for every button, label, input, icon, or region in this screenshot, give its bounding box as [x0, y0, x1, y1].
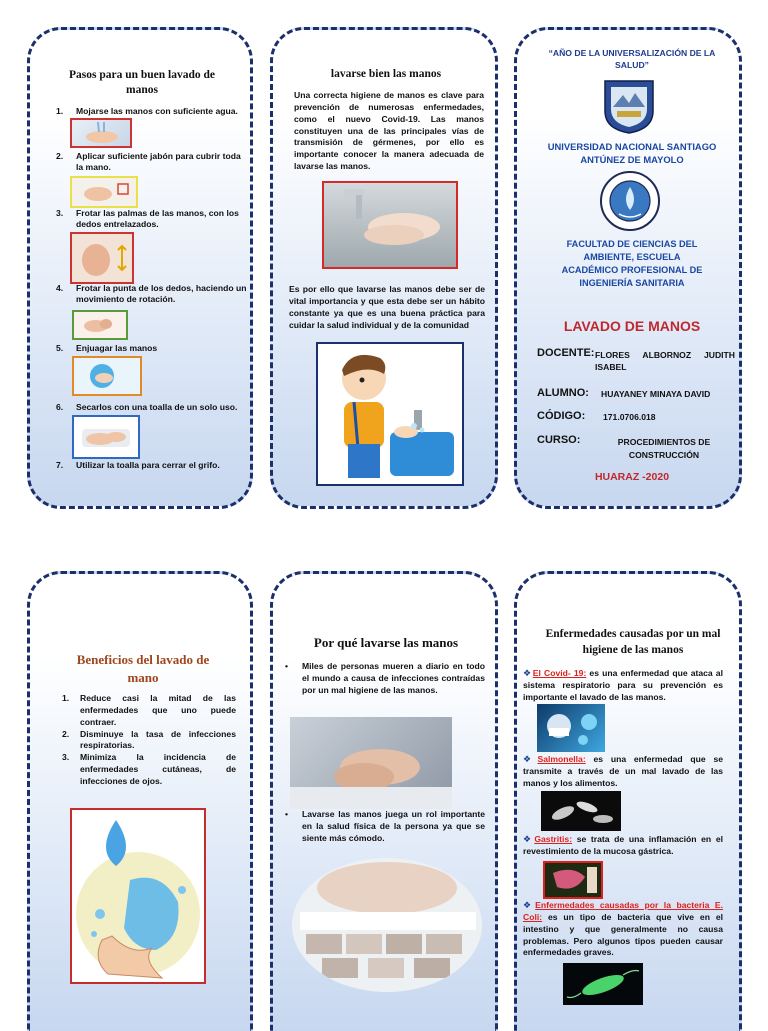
- step-1: 1. Mojarse las manos con suficiente agua.: [56, 106, 238, 116]
- step-7: 7. Utilizar la toalla para cerrar el grifo.: [56, 460, 220, 470]
- benefit-item: 1. Reduce casi la mitad de las enfermedades que uno puede contraer.: [62, 693, 236, 727]
- step-3: 3. Frotar las palmas de las manos, con los dedos entrelazados.: [56, 208, 239, 230]
- boy-washing-illustration: [316, 342, 464, 486]
- faculty-name: FACULTAD DE CIENCIAS DEL AMBIENTE, ESCUELA ACADÉMICO PROFESIONAL DE INGENIERÍA SANITARIA: [561, 239, 703, 288]
- reason-bullet-2: • Lavarse las manos juega un rol importante en la salud física de la persona ya que se siente más cómodo.: [285, 809, 485, 843]
- panel-lavarse-bien: [270, 27, 498, 509]
- panel-portada: “AÑO DE LA UNIVERSALIZACIÓN DE LA SALUD” UNIVERSIDAD NACIONAL SANTIAGO ANTÚNEZ DE MAYOLO FACULTAD DE CIENCIAS DEL AMBIENTE, ESCUELA ACADÉMICO PROFESIONAL DE INGENIERÍA SANITARIA LAVADO DE MANOS DOCENTE: FLORES ALBORNOZ JUDITH ISABEL ALUMNO: HUAYANEY MINAYA DAVID CÓDIGO: 171.0706.018 CURSO: PROCEDIMIENTOS DE CONSTRUCCIÓN HUARAZ -2020: [514, 27, 742, 509]
- panel-title: Beneficios del lavado de mano: [76, 652, 210, 685]
- family-handwashing-collage: [292, 858, 482, 992]
- year-motto: “AÑO DE LA UNIVERSALIZACIÓN DE LA SALUD”: [548, 48, 716, 70]
- covid-image: [537, 704, 605, 752]
- benefit-item: 3. Minimiza la incidencia de enfermedades cutáneas, de infecciones de ojos.: [62, 752, 236, 787]
- step-1-image: [70, 118, 132, 148]
- document-title: LAVADO DE MANOS: [563, 318, 701, 334]
- gastritis-image: [543, 861, 603, 899]
- faculty-seal: [599, 170, 661, 232]
- holding-hands-photo: [290, 717, 452, 809]
- disease-salmonella: ❖Salmonella: es una enfermedad que se transmite a través de un mal lavado de las manos y los alimentos.: [523, 754, 723, 788]
- panel-por-que: [270, 571, 498, 1031]
- step-5: 5. Enjuagar las manos: [56, 343, 158, 353]
- panel-beneficios: [27, 571, 253, 1031]
- panel-title: Pasos para un buen lavado de manos: [68, 69, 216, 96]
- salmonella-image: [541, 791, 621, 831]
- disease-ecoli: ❖Enfermedades causadas por la bacteria E. Coli: es un tipo de bacteria que vive en el intestino y que generalmente no causa problemas. Pero algunos tipos pueden causar enfermedades graves.: [523, 900, 723, 958]
- benefit-item: 2. Disminuye la tasa de infecciones respiratorias.: [62, 728, 236, 751]
- step-6: 6. Secarlos con una toalla de un solo uso.: [56, 402, 238, 412]
- intro-paragraph: Una correcta higiene de manos es clave para prevención de numerosas enfermedades, como el nuevo Covid-19. Las manos constituyen una de las principales vías de transmisión de gérmenes, por ello es importante conocer la manera adecuada de lavarse las manos.: [294, 90, 484, 172]
- reason-bullet-1: • Miles de personas mueren a diario en todo el mundo a causa de infecciones contraídas por un mal higiene de las manos.: [285, 661, 485, 695]
- step-2: 2. Aplicar suficiente jabón para cubrir toda la mano.: [56, 151, 241, 173]
- disease-covid: ❖El Covid- 19: es una enfermedad que ataca al sistema respiratorio para su prevención es importante el lavado de las manos.: [523, 668, 723, 702]
- university-name: UNIVERSIDAD NACIONAL SANTIAGO ANTÚNEZ DE MAYOLO: [547, 141, 717, 166]
- habit-paragraph: Es por ello que lavarse las manos debe ser de vital importancia y que esta debe ser un hábito constante ya que es una buena práctica para cuidar la salud individual y de la comunidad: [289, 284, 485, 330]
- disease-gastritis: ❖Gastritis: se trata de una inflamación en el revestimiento de la mucosa gástrica.: [523, 834, 723, 856]
- step-5-image: [72, 356, 142, 396]
- step-4: 4. Frotar la punta de los dedos, haciendo un movimiento de rotación.: [56, 283, 247, 305]
- step-6-image: [72, 415, 140, 459]
- place-year: HUARAZ -2020: [594, 471, 670, 483]
- panel-title: lavarse bien las manos: [330, 68, 442, 80]
- step-3-image: [70, 232, 134, 284]
- university-logo: [601, 77, 657, 135]
- step-2-image: [70, 176, 138, 208]
- water-drop-hands-illustration: [70, 808, 206, 984]
- step-4-image: [72, 310, 128, 340]
- ecoli-bacteria-image: [563, 963, 643, 1005]
- panel-enfermedades: [514, 571, 742, 1031]
- panel-title: Por qué lavarse las manos: [313, 635, 459, 650]
- hand-washing-photo: [322, 181, 458, 269]
- benefits-list: [40, 693, 236, 788]
- panel-pasos: [27, 27, 253, 509]
- panel-title: Enfermedades causadas por un mal higiene de las manos: [545, 628, 721, 656]
